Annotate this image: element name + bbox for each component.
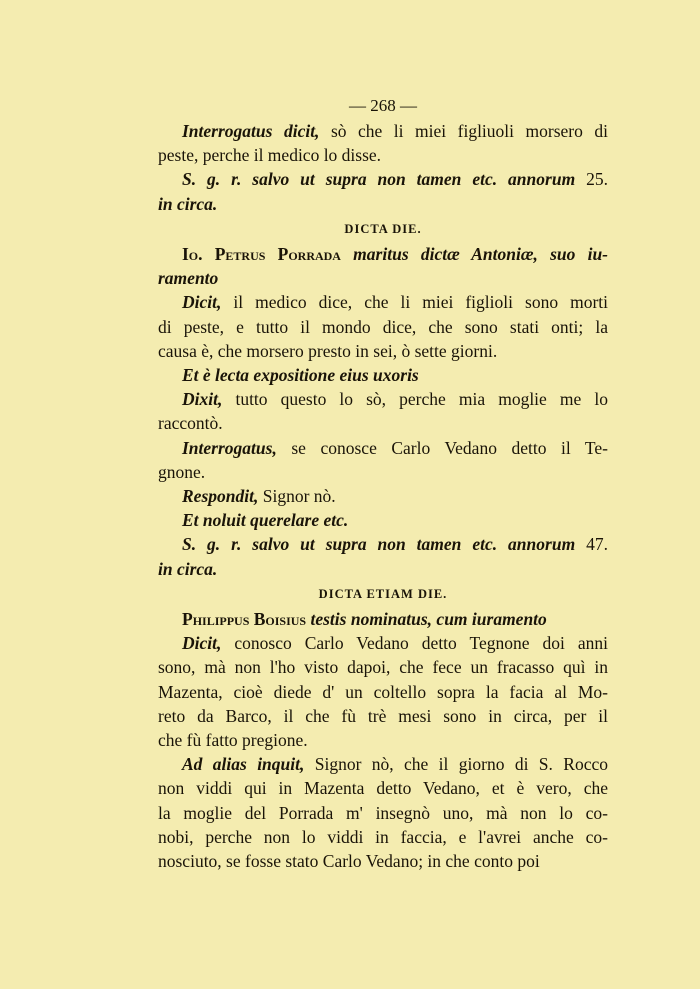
paragraph	[158, 484, 608, 508]
text-line: di peste, e tutto il mondo dice, che sono stati onti; la	[158, 316, 608, 337]
text-line: peste, perche il medico lo disse.	[158, 145, 382, 166]
text-line: Interrogatus, se conosce Carlo Vedano detto il Te-	[182, 437, 608, 458]
text-flow	[158, 119, 608, 873]
text-line: Philippus Boisius testis nominatus, cum iuramento	[182, 609, 547, 630]
text-line: ramento	[158, 268, 219, 289]
paragraph	[158, 607, 608, 631]
paragraph	[158, 242, 608, 290]
text-line: sono, mà non l'ho visto dapoi, che fece un fracasso quì in	[158, 657, 608, 678]
text-line: la moglie del Porrada m' insegnò uno, mà non lo co-	[158, 802, 608, 823]
text-line: Mazenta, cioè diede d' un coltello sopra la facia al Mo-	[158, 681, 608, 702]
text-line: Et noluit querelare etc.	[182, 510, 349, 531]
text-line: che fù fatto pregione.	[158, 730, 308, 751]
text-line: S. g. r. salvo ut supra non tamen etc. annorum 25.	[182, 169, 609, 190]
text-line: reto da Barco, il che fù trè mesi sono in circa, per il	[158, 705, 608, 726]
text-line: gnone.	[158, 461, 206, 482]
paragraph	[158, 631, 608, 752]
text-line: nosciuto, se fosse stato Carlo Vedano; in che conto poi	[158, 851, 540, 872]
text-line: in circa.	[158, 193, 218, 214]
text-line: Respondit, Signor nò.	[182, 486, 336, 507]
text-line: raccontò.	[158, 413, 223, 434]
text-line: S. g. r. salvo ut supra non tamen etc. annorum 47.	[182, 534, 609, 555]
text-line: Io. Petrus Porrada maritus dictæ Antoniæ, suo iu-	[182, 244, 608, 265]
text-line: in circa.	[158, 558, 218, 579]
paragraph	[158, 752, 608, 873]
text-line: nobi, perche non lo viddi in faccia, e l'avrei anche co-	[158, 826, 608, 847]
paragraph	[158, 508, 608, 532]
paragraph	[158, 532, 608, 580]
text-line: Dixit, tutto questo lo sò, perche mia moglie me lo	[182, 389, 608, 410]
page-number: — 268 —	[349, 96, 417, 115]
text-line: non viddi qui in Mazenta detto Vedano, et è vero, che	[158, 778, 608, 799]
text-line: causa è, che morsero presto in sei, ò sette giorni.	[158, 340, 498, 361]
paragraph	[158, 290, 608, 363]
paragraph	[158, 167, 608, 215]
paragraph	[158, 387, 608, 435]
section-heading: DICTA ETIAM DIE.	[318, 586, 448, 601]
section-heading: DICTA DIE.	[344, 221, 422, 236]
paragraph	[158, 436, 608, 484]
text-line: Ad alias inquit, Signor nò, che il giorno di S. Rocco	[182, 754, 608, 775]
text-line: Interrogatus dicit, sò che li miei figliuoli morsero di	[182, 121, 608, 141]
paragraph	[158, 363, 608, 387]
text-block	[158, 92, 608, 873]
text-line: Et è lecta expositione eius uxoris	[182, 365, 419, 386]
text-line: Dicit, conosco Carlo Vedano detto Tegnone doi anni	[182, 633, 608, 654]
text-line: Dicit, il medico dice, che li miei figlioli sono morti	[182, 292, 608, 313]
paragraph	[158, 119, 608, 167]
